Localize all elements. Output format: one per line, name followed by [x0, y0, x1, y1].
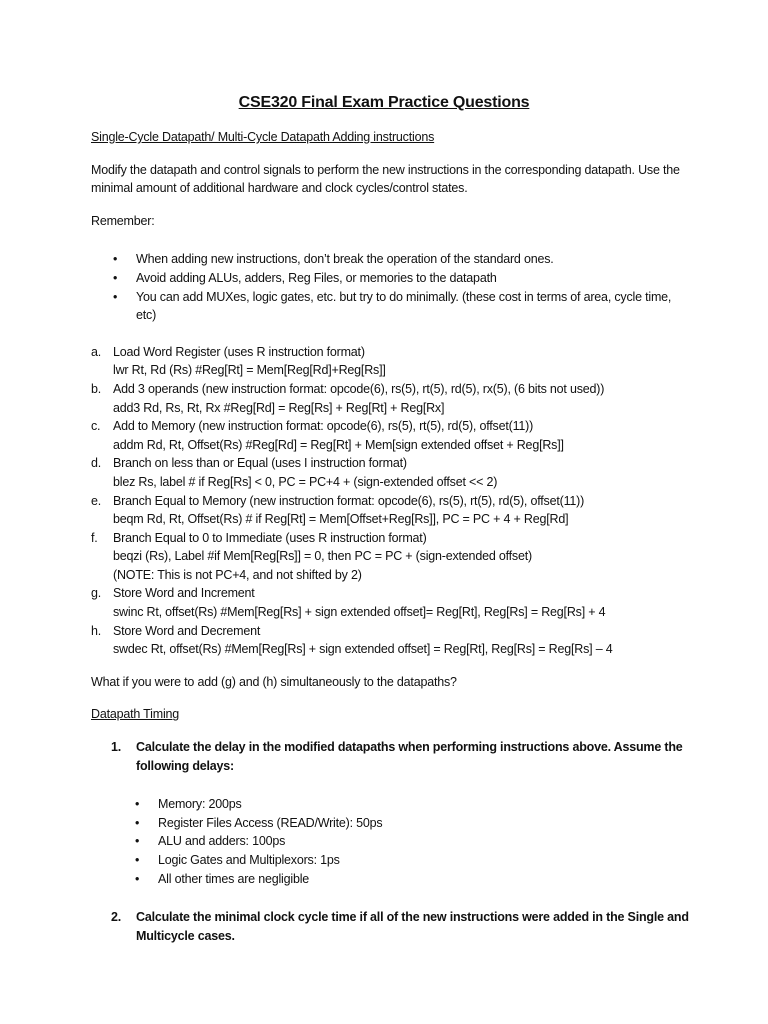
instruction-list	[91, 343, 691, 659]
rules-list	[91, 250, 691, 324]
document-body	[91, 128, 691, 945]
instruction-item	[91, 622, 691, 659]
instruction-syntax: blez Rs, label # if Reg[Rs] < 0, PC = PC+4 + (sign-extended offset << 2)	[113, 474, 498, 489]
timing-question-2	[91, 908, 691, 945]
rule-item: • When adding new instructions, don’t break the operation of the standard ones.	[91, 250, 691, 269]
instruction-item	[91, 454, 691, 491]
timing-questions	[91, 738, 691, 775]
instruction-syntax: lwr Rt, Rd (Rs) #Reg[Rt] = Mem[Reg[Rd]+Reg[Rs]]	[113, 363, 386, 378]
item-marker: g.	[91, 586, 102, 601]
delay-item: • Logic Gates and Multiplexors: 1ps	[91, 851, 691, 870]
instruction-item	[91, 529, 691, 585]
instruction-item	[91, 584, 691, 621]
item-marker: c.	[91, 419, 101, 434]
remember-label: Remember:	[91, 213, 155, 228]
instruction-syntax: swdec Rt, offset(Rs) #Mem[Reg[Rs] + sign extended offset] = Reg[Rt], Reg[Rs] = Reg[Rs] – 4	[113, 642, 613, 657]
instruction-item	[91, 380, 691, 417]
instruction-syntax: add3 Rd, Rs, Rt, Rx #Reg[Rd] = Reg[Rs] + Reg[Rt] + Reg[Rx]	[113, 400, 445, 415]
intro-paragraph: Modify the datapath and control signals to perform the new instructions in the corresponding datapath. Use the minimal amount of additional hardware and clock cycles/control states.	[91, 162, 680, 196]
item-marker: b.	[91, 381, 102, 396]
delay-list	[91, 795, 691, 888]
section-heading-timing: Datapath Timing	[91, 707, 180, 722]
question-text: Calculate the minimal clock cycle time if all of the new instructions were added in the Single and Multicycle cases.	[136, 910, 689, 943]
delay-item: • Register Files Access (READ/Write): 50ps	[91, 814, 691, 833]
instruction-description: Branch Equal to 0 to Immediate (uses R instruction format)	[113, 530, 427, 545]
instruction-description: Store Word and Increment	[113, 586, 255, 601]
instruction-item	[91, 343, 691, 380]
rule-item: • Avoid adding ALUs, adders, Reg Files, or memories to the datapath	[91, 269, 691, 288]
delay-item: • ALU and adders: 100ps	[91, 832, 691, 851]
instruction-syntax: beqzi (Rs), Label #if Mem[Reg[Rs]] = 0, then PC = PC + (sign-extended offset)	[113, 549, 532, 564]
question-number: 1.	[111, 740, 122, 755]
item-marker: h.	[91, 623, 102, 638]
instruction-description: Add 3 operands (new instruction format: opcode(6), rs(5), rt(5), rd(5), rx(5), (6 bits not used))	[113, 381, 605, 396]
question-text: Calculate the delay in the modified datapaths when performing instructions above. Assume the following delays:	[136, 740, 683, 773]
timing-questions-2	[91, 908, 691, 945]
instruction-description: Load Word Register (uses R instruction format)	[113, 344, 365, 359]
delay-item: • Memory: 200ps	[91, 795, 691, 814]
item-marker: e.	[91, 493, 102, 508]
instruction-item	[91, 417, 691, 454]
timing-question-1	[91, 738, 691, 775]
instruction-description: Add to Memory (new instruction format: opcode(6), rs(5), rt(5), rd(5), offset(11))	[113, 419, 534, 434]
instruction-description: Store Word and Decrement	[113, 623, 261, 638]
instruction-syntax: addm Rd, Rt, Offset(Rs) #Reg[Rd] = Reg[Rt] + Mem[sign extended offset + Reg[Rs]]	[113, 437, 564, 452]
rule-item: • You can add MUXes, logic gates, etc. but try to do minimally. (these cost in terms of area, cycle time, etc)	[91, 288, 691, 325]
delay-item: • All other times are negligible	[91, 870, 691, 889]
instruction-note: (NOTE: This is not PC+4, and not shifted by 2)	[113, 567, 362, 582]
follow-up-question: What if you were to add (g) and (h) simultaneously to the datapaths?	[91, 674, 457, 689]
question-number: 2.	[111, 910, 122, 925]
instruction-item	[91, 492, 691, 529]
instruction-description: Branch on less than or Equal (uses I instruction format)	[113, 456, 407, 471]
instruction-description: Branch Equal to Memory (new instruction format: opcode(6), rs(5), rt(5), rd(5), offset(11))	[113, 493, 585, 508]
page-title: CSE320 Final Exam Practice Questions	[238, 94, 530, 111]
item-marker: f.	[91, 530, 98, 545]
item-marker: a.	[91, 344, 102, 359]
instruction-syntax: beqm Rd, Rt, Offset(Rs) # if Reg[Rt] = Mem[Offset+Reg[Rs]], PC = PC + 4 + Reg[Rd]	[113, 512, 569, 527]
item-marker: d.	[91, 456, 102, 471]
section-heading-datapath: Single-Cycle Datapath/ Multi-Cycle Datapath Adding instructions	[91, 130, 435, 144]
instruction-syntax: swinc Rt, offset(Rs) #Mem[Reg[Rs] + sign extended offset]= Reg[Rt], Reg[Rs] = Reg[Rs] + 4	[113, 605, 606, 620]
